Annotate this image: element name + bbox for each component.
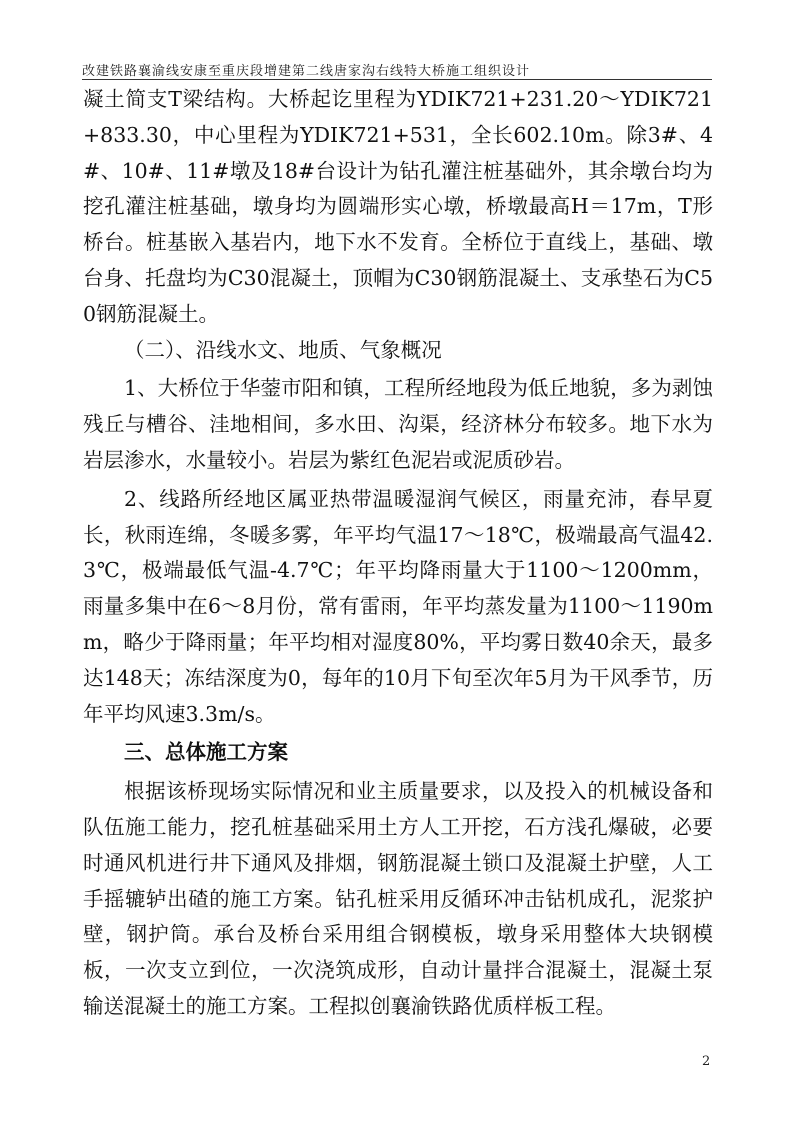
section-heading-construction-plan: 三、总体施工方案 bbox=[124, 740, 288, 765]
paragraph-climate: 2、线路所经地区属亚热带温暖湿润气候区，雨量充沛，春早夏长，秋雨连绵，冬暖多雾，年平均气温17～18℃，极端最高气温42.3℃，极端最低气温-4.7℃；年平均降雨量大于1100～1200mm，雨量多集中在6～8月份，常有雷雨，年平均蒸发量为1100～1190mm，略少于降雨量；年平均相对湿度80%，平均雾日数40余天，最多达148天；冻结深度为0，每年的10月下旬至次年5月为干风季节，历年平均风速3.3m/s。 bbox=[83, 486, 713, 726]
subheading-hydrology-geology: （二）、沿线水文、地质、气象概况 bbox=[124, 337, 442, 362]
running-header: 改建铁路襄渝线安康至重庆段增建第二线唐家沟右线特大桥施工组织设计 bbox=[82, 64, 531, 79]
header-divider bbox=[82, 79, 712, 80]
paragraph-bridge-description: 凝土简支T梁结构。大桥起讫里程为YDIK721+231.20～YDIK721+833.30，中心里程为YDIK721+531，全长602.10m。除3#、4#、10#、11#墩及18#台设计为钻孔灌注桩基础外，其余墩台均为挖孔灌注桩基础，墩身均为圆端形实心墩，桥墩最高H＝17m，T形桥台。桩基嵌入基岩内，地下水不发育。全桥位于直线上，基础、墩台身、托盘均为C30混凝土，顶帽为C30钢筋混凝土、支承垫石为C50钢筋混凝土。 bbox=[83, 87, 713, 326]
document-body bbox=[83, 82, 713, 1025]
paragraph-construction-plan: 根据该桥现场实际情况和业主质量要求，以及投入的机械设备和队伍施工能力，挖孔桩基础采用土方人工开挖，石方浅孔爆破，必要时通风机进行井下通风及排烟，钢筋混凝土锁口及混凝土护壁，人工手摇辘轳出碴的施工方案。钻孔桩采用反循环冲击钻机成孔，泥浆护壁，钢护筒。承台及桥台采用组合钢模板，墩身采用整体大块钢模板，一次支立到位，一次浇筑成形，自动计量拌合混凝土，混凝土泵输送混凝土的施工方案。工程拟创襄渝铁路优质样板工程。 bbox=[83, 779, 713, 1018]
page-number: 2 bbox=[702, 1054, 711, 1069]
paragraph-location-geology: 1、大桥位于华蓥市阳和镇，工程所经地段为低丘地貌，多为剥蚀残丘与槽谷、洼地相间，多水田、沟渠，经济林分布较多。地下水为岩层渗水，水量较小。岩层为紫红色泥岩或泥质砂岩。 bbox=[83, 376, 713, 472]
